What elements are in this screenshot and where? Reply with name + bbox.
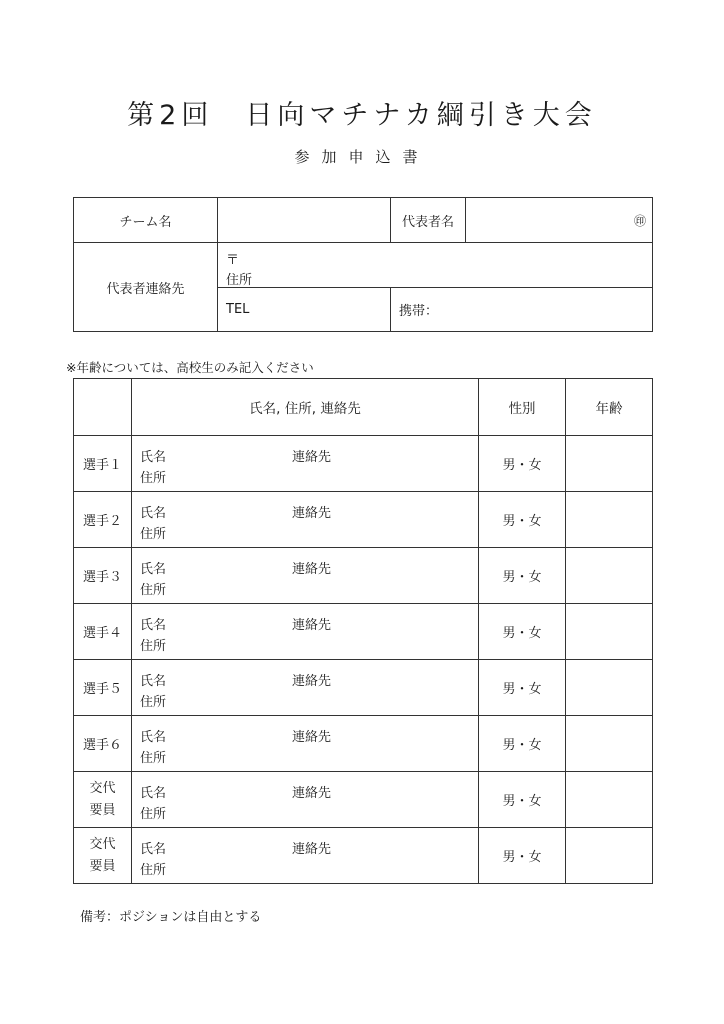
header-blank bbox=[74, 379, 132, 436]
player-age-field[interactable] bbox=[566, 660, 653, 716]
player-row bbox=[74, 828, 653, 884]
header-sex: 性別 bbox=[479, 379, 566, 436]
player-contact-label: 連絡先 bbox=[292, 450, 332, 465]
player-sex-field[interactable]: 男・女 bbox=[479, 548, 566, 604]
seal-mark: ㊞ bbox=[633, 213, 646, 228]
rep-name-label: 代表者名 bbox=[391, 198, 466, 243]
header-info: 氏名, 住所, 連絡先 bbox=[132, 379, 479, 436]
player-row bbox=[74, 548, 653, 604]
player-address-label: 住所 bbox=[140, 751, 167, 766]
team-name-label: チーム名 bbox=[74, 198, 218, 243]
header-age: 年齢 bbox=[566, 379, 653, 436]
player-info-field[interactable] bbox=[132, 660, 479, 716]
player-label bbox=[74, 828, 132, 884]
player-contact-label: 連絡先 bbox=[292, 618, 332, 633]
player-name-label: 氏名 bbox=[140, 450, 167, 465]
player-address-label: 住所 bbox=[140, 695, 167, 710]
player-contact-label: 連絡先 bbox=[292, 786, 332, 801]
player-address-label: 住所 bbox=[140, 639, 167, 654]
player-age-field[interactable] bbox=[566, 436, 653, 492]
player-name-label: 氏名 bbox=[140, 786, 167, 801]
player-info-field[interactable] bbox=[132, 772, 479, 828]
player-sex-field[interactable]: 男・女 bbox=[479, 828, 566, 884]
player-name-label: 氏名 bbox=[140, 842, 167, 857]
player-row bbox=[74, 772, 653, 828]
form-title: 第2回 日向マチナカ綱引き大会 bbox=[127, 100, 597, 131]
player-label: 選手６ bbox=[74, 716, 132, 772]
player-info-field[interactable] bbox=[132, 492, 479, 548]
player-label: 選手２ bbox=[74, 492, 132, 548]
player-label: 選手３ bbox=[74, 548, 132, 604]
player-row bbox=[74, 436, 653, 492]
player-sex-field[interactable]: 男・女 bbox=[479, 436, 566, 492]
player-contact-label: 連絡先 bbox=[292, 842, 332, 857]
player-age-field[interactable] bbox=[566, 548, 653, 604]
player-info-field[interactable] bbox=[132, 604, 479, 660]
player-sex-field[interactable]: 男・女 bbox=[479, 604, 566, 660]
players-table bbox=[73, 378, 653, 884]
rep-name-field[interactable] bbox=[466, 198, 653, 243]
player-label: 選手５ bbox=[74, 660, 132, 716]
player-info-field[interactable] bbox=[132, 716, 479, 772]
player-address-label: 住所 bbox=[140, 583, 167, 598]
player-name-label: 氏名 bbox=[140, 562, 167, 577]
rep-address-label: 住所 bbox=[226, 273, 253, 288]
tel-label: TEL bbox=[226, 302, 250, 317]
player-address-label: 住所 bbox=[140, 807, 167, 822]
player-sex-field[interactable]: 男・女 bbox=[479, 660, 566, 716]
player-label: 選手４ bbox=[74, 604, 132, 660]
player-address-label: 住所 bbox=[140, 863, 167, 878]
player-name-label: 氏名 bbox=[140, 730, 167, 745]
player-row bbox=[74, 716, 653, 772]
player-sex-field[interactable]: 男・女 bbox=[479, 772, 566, 828]
rep-contact-label: 代表者連絡先 bbox=[74, 243, 218, 332]
team-name-field[interactable] bbox=[218, 198, 391, 243]
player-row bbox=[74, 660, 653, 716]
player-label: 選手１ bbox=[74, 436, 132, 492]
rep-tel-field[interactable] bbox=[218, 288, 391, 332]
player-label-line1: 交代 bbox=[89, 780, 116, 796]
players-header-row bbox=[74, 379, 653, 436]
remark-note: 備考：ポジションは自由とする bbox=[80, 910, 262, 925]
player-contact-label: 連絡先 bbox=[292, 730, 332, 745]
form-subtitle: 参加申込書 bbox=[294, 148, 430, 166]
player-label-line2: 要員 bbox=[89, 802, 116, 818]
player-info-field[interactable] bbox=[132, 548, 479, 604]
player-address-label: 住所 bbox=[140, 527, 167, 542]
player-label-line1: 交代 bbox=[89, 836, 116, 852]
player-age-field[interactable] bbox=[566, 716, 653, 772]
zip-mark: 〒 bbox=[226, 253, 240, 268]
player-sex-field[interactable]: 男・女 bbox=[479, 716, 566, 772]
player-name-label: 氏名 bbox=[140, 618, 167, 633]
player-contact-label: 連絡先 bbox=[292, 562, 332, 577]
mobile-label: 携帯： bbox=[399, 304, 439, 319]
player-row bbox=[74, 492, 653, 548]
player-label bbox=[74, 772, 132, 828]
player-label-line2: 要員 bbox=[89, 858, 116, 874]
player-age-field[interactable] bbox=[566, 828, 653, 884]
age-note: ※年齢については、高校生のみ記入ください bbox=[66, 360, 314, 375]
player-sex-field[interactable]: 男・女 bbox=[479, 492, 566, 548]
player-age-field[interactable] bbox=[566, 604, 653, 660]
rep-address-field[interactable] bbox=[218, 243, 653, 288]
player-row bbox=[74, 604, 653, 660]
player-contact-label: 連絡先 bbox=[292, 506, 332, 521]
player-address-label: 住所 bbox=[140, 471, 167, 486]
team-info-table bbox=[73, 197, 653, 332]
player-age-field[interactable] bbox=[566, 772, 653, 828]
player-info-field[interactable] bbox=[132, 828, 479, 884]
player-name-label: 氏名 bbox=[140, 506, 167, 521]
player-info-field[interactable] bbox=[132, 436, 479, 492]
player-contact-label: 連絡先 bbox=[292, 674, 332, 689]
rep-mobile-field[interactable] bbox=[391, 288, 653, 332]
player-age-field[interactable] bbox=[566, 492, 653, 548]
player-name-label: 氏名 bbox=[140, 674, 167, 689]
